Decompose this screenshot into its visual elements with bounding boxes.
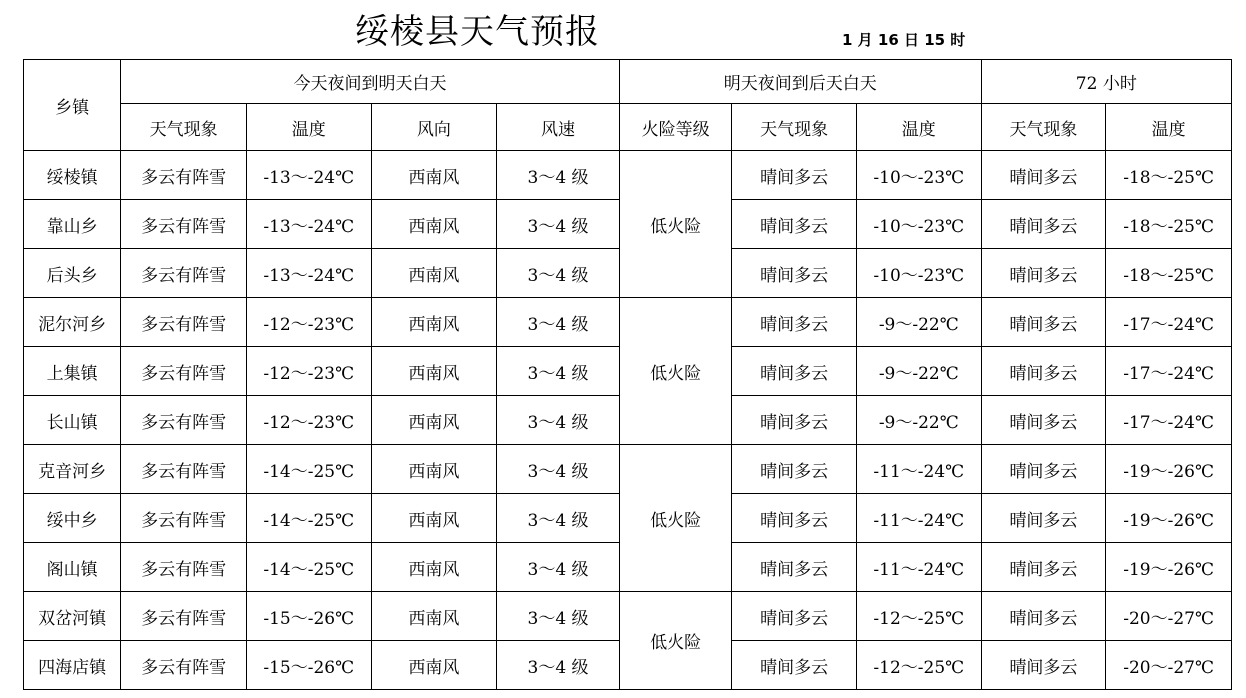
- weather-3: 晴间多云: [981, 151, 1106, 200]
- temp-3: -18～-25℃: [1106, 200, 1232, 249]
- town-name: 四海店镇: [24, 641, 121, 690]
- fire-risk-group: 低火险: [619, 445, 731, 592]
- wind-direction: 西南风: [371, 543, 497, 592]
- table-row: [24, 298, 1232, 347]
- temp-3: -19～-26℃: [1106, 494, 1232, 543]
- weather-2: 晴间多云: [732, 641, 857, 690]
- weather-1: 多云有阵雪: [121, 396, 247, 445]
- weather-2: 晴间多云: [732, 200, 857, 249]
- wind-direction: 西南风: [371, 445, 497, 494]
- header-weather-2: 天气现象: [732, 104, 857, 151]
- weather-2: 晴间多云: [732, 494, 857, 543]
- wind-speed: 3～4 级: [497, 494, 620, 543]
- fire-risk-group: 低火险: [619, 151, 731, 298]
- header-group-tomorrow-night-day-after: 明天夜间到后天白天: [619, 60, 981, 104]
- wind-direction: 西南风: [371, 494, 497, 543]
- weather-1: 多云有阵雪: [121, 592, 247, 641]
- wind-direction: 西南风: [371, 200, 497, 249]
- weather-2: 晴间多云: [732, 396, 857, 445]
- header-group-72h: 72 小时: [981, 60, 1231, 104]
- header-town: 乡镇: [24, 60, 121, 151]
- town-name: 上集镇: [24, 347, 121, 396]
- temp-3: -18～-25℃: [1106, 151, 1232, 200]
- temp-3: -20～-27℃: [1106, 641, 1232, 690]
- weather-3: 晴间多云: [981, 543, 1106, 592]
- wind-direction: 西南风: [371, 347, 497, 396]
- header-group-tonight-tomorrow: 今天夜间到明天白天: [121, 60, 620, 104]
- town-name: 泥尔河乡: [24, 298, 121, 347]
- wind-direction: 西南风: [371, 592, 497, 641]
- wind-direction: 西南风: [371, 249, 497, 298]
- weather-2: 晴间多云: [732, 347, 857, 396]
- weather-3: 晴间多云: [981, 396, 1106, 445]
- town-name: 克音河乡: [24, 445, 121, 494]
- table-row: [24, 151, 1232, 200]
- weather-1: 多云有阵雪: [121, 298, 247, 347]
- header-temp-3: 温度: [1106, 104, 1232, 151]
- temp-2: -9～-22℃: [856, 298, 981, 347]
- weather-2: 晴间多云: [732, 543, 857, 592]
- temp-3: -19～-26℃: [1106, 543, 1232, 592]
- wind-direction: 西南风: [371, 298, 497, 347]
- wind-speed: 3～4 级: [497, 592, 620, 641]
- weather-3: 晴间多云: [981, 494, 1106, 543]
- temp-1: -12～-23℃: [246, 347, 371, 396]
- weather-3: 晴间多云: [981, 249, 1106, 298]
- wind-direction: 西南风: [371, 151, 497, 200]
- forecast-table: [23, 59, 1232, 690]
- temp-2: -12～-25℃: [856, 641, 981, 690]
- weather-1: 多云有阵雪: [121, 200, 247, 249]
- weather-2: 晴间多云: [732, 151, 857, 200]
- temp-2: -11～-24℃: [856, 494, 981, 543]
- temp-2: -12～-25℃: [856, 592, 981, 641]
- weather-1: 多云有阵雪: [121, 151, 247, 200]
- wind-speed: 3～4 级: [497, 249, 620, 298]
- header-temp-1: 温度: [246, 104, 371, 151]
- temp-2: -10～-23℃: [856, 200, 981, 249]
- weather-1: 多云有阵雪: [121, 249, 247, 298]
- town-name: 长山镇: [24, 396, 121, 445]
- header-fire-risk: 火险等级: [619, 104, 731, 151]
- wind-direction: 西南风: [371, 641, 497, 690]
- weather-3: 晴间多云: [981, 347, 1106, 396]
- issue-timestamp: 1 月 16 日 15 时: [842, 31, 966, 49]
- header-temp-2: 温度: [856, 104, 981, 151]
- temp-2: -9～-22℃: [856, 396, 981, 445]
- temp-3: -20～-27℃: [1106, 592, 1232, 641]
- weather-2: 晴间多云: [732, 592, 857, 641]
- wind-speed: 3～4 级: [497, 298, 620, 347]
- fire-risk-group: 低火险: [619, 592, 731, 690]
- wind-speed: 3～4 级: [497, 200, 620, 249]
- wind-speed: 3～4 级: [497, 347, 620, 396]
- temp-3: -17～-24℃: [1106, 298, 1232, 347]
- wind-speed: 3～4 级: [497, 151, 620, 200]
- header-weather-1: 天气现象: [121, 104, 247, 151]
- table-row: [24, 445, 1232, 494]
- temp-2: -11～-24℃: [856, 445, 981, 494]
- wind-speed: 3～4 级: [497, 445, 620, 494]
- weather-2: 晴间多云: [732, 298, 857, 347]
- header-row-groups: [24, 60, 1232, 104]
- header-wind-direction: 风向: [371, 104, 497, 151]
- town-name: 阁山镇: [24, 543, 121, 592]
- header-weather-3: 天气现象: [981, 104, 1106, 151]
- town-name: 靠山乡: [24, 200, 121, 249]
- weather-3: 晴间多云: [981, 641, 1106, 690]
- temp-1: -13～-24℃: [246, 151, 371, 200]
- temp-2: -10～-23℃: [856, 151, 981, 200]
- header-row-columns: [24, 104, 1232, 151]
- temp-1: -15～-26℃: [246, 592, 371, 641]
- weather-3: 晴间多云: [981, 592, 1106, 641]
- temp-1: -14～-25℃: [246, 543, 371, 592]
- temp-3: -18～-25℃: [1106, 249, 1232, 298]
- wind-speed: 3～4 级: [497, 396, 620, 445]
- weather-2: 晴间多云: [732, 249, 857, 298]
- weather-3: 晴间多云: [981, 445, 1106, 494]
- town-name: 绥棱镇: [24, 151, 121, 200]
- weather-1: 多云有阵雪: [121, 347, 247, 396]
- town-name: 双岔河镇: [24, 592, 121, 641]
- header-wind-speed: 风速: [497, 104, 620, 151]
- weather-3: 晴间多云: [981, 298, 1106, 347]
- weather-1: 多云有阵雪: [121, 494, 247, 543]
- temp-2: -10～-23℃: [856, 249, 981, 298]
- town-name: 绥中乡: [24, 494, 121, 543]
- temp-1: -14～-25℃: [246, 445, 371, 494]
- temp-1: -12～-23℃: [246, 298, 371, 347]
- weather-1: 多云有阵雪: [121, 543, 247, 592]
- town-name: 后头乡: [24, 249, 121, 298]
- temp-3: -19～-26℃: [1106, 445, 1232, 494]
- temp-1: -15～-26℃: [246, 641, 371, 690]
- weather-2: 晴间多云: [732, 445, 857, 494]
- temp-1: -12～-23℃: [246, 396, 371, 445]
- temp-2: -9～-22℃: [856, 347, 981, 396]
- temp-3: -17～-24℃: [1106, 396, 1232, 445]
- wind-speed: 3～4 级: [497, 641, 620, 690]
- table-row: [24, 592, 1232, 641]
- weather-1: 多云有阵雪: [121, 445, 247, 494]
- temp-1: -13～-24℃: [246, 200, 371, 249]
- temp-2: -11～-24℃: [856, 543, 981, 592]
- weather-3: 晴间多云: [981, 200, 1106, 249]
- temp-1: -13～-24℃: [246, 249, 371, 298]
- wind-direction: 西南风: [371, 396, 497, 445]
- page-title: 绥棱县天气预报: [355, 12, 600, 52]
- temp-1: -14～-25℃: [246, 494, 371, 543]
- fire-risk-group: 低火险: [619, 298, 731, 445]
- temp-3: -17～-24℃: [1106, 347, 1232, 396]
- weather-1: 多云有阵雪: [121, 641, 247, 690]
- wind-speed: 3～4 级: [497, 543, 620, 592]
